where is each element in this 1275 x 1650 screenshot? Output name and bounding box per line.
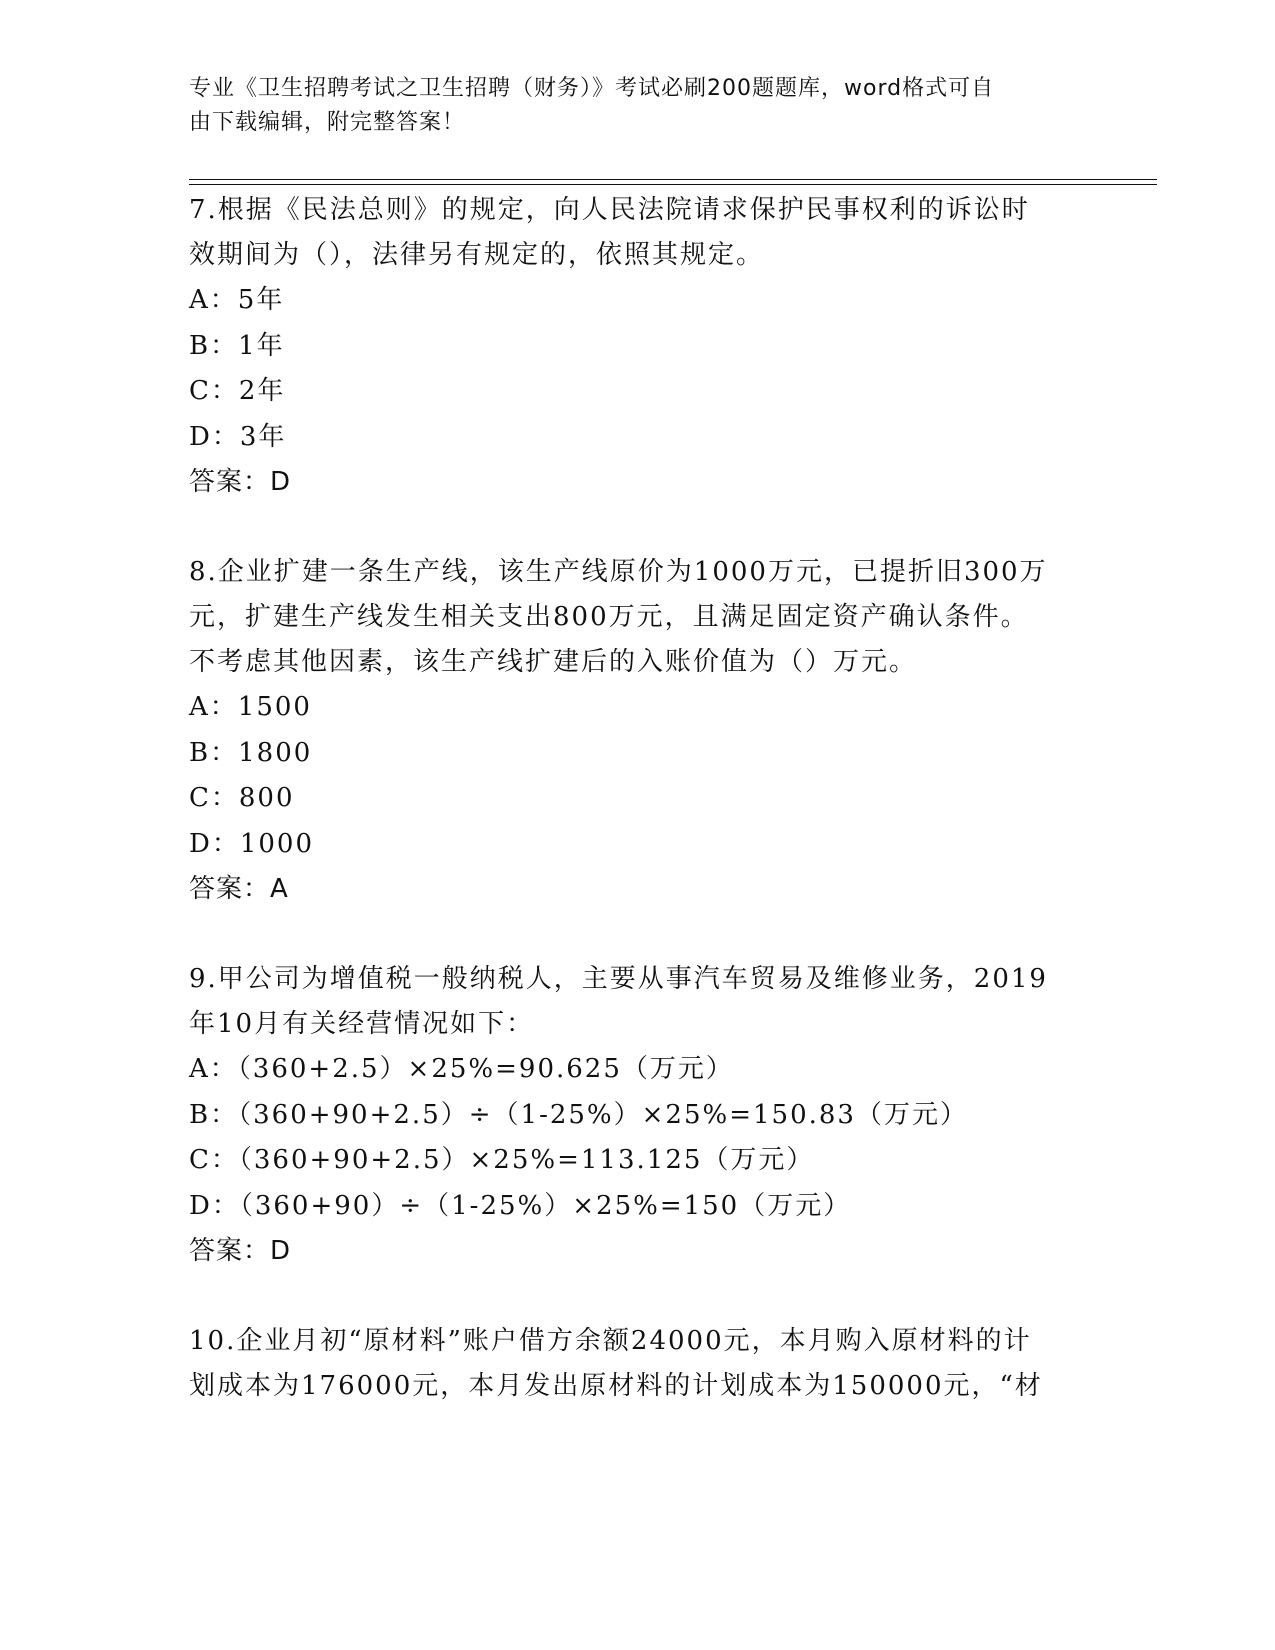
stem-line: 9.甲公司为增值税一般纳税人，主要从事汽车贸易及维修业务，2019 xyxy=(189,964,1048,994)
document-header xyxy=(189,72,1089,140)
option-d: D：1000 xyxy=(189,828,315,859)
stem-line: 元，扩建生产线发生相关支出800万元，且满足固定资产确认条件。 xyxy=(189,602,1029,632)
stem-line: 10.企业月初“原材料”账户借方余额24000元，本月购入原材料的计 xyxy=(189,1326,1032,1356)
stem-line: 7.根据《民法总则》的规定，向人民法院请求保护民事权利的诉讼时 xyxy=(189,195,1030,225)
option-d: D：3年 xyxy=(189,421,287,452)
option-b: B：（360+90+2.5）÷（1-25%）×25%=150.83（万元） xyxy=(189,1099,968,1130)
stem-line: 效期间为（），法律另有规定的，依照其规定。 xyxy=(189,240,765,270)
question-stem xyxy=(189,188,1089,278)
stem-line: 不考虑其他因素，该生产线扩建后的入账价值为（）万元。 xyxy=(189,647,918,677)
question-stem xyxy=(189,957,1089,1047)
question-8 xyxy=(189,550,1089,912)
question-list xyxy=(189,188,1089,1454)
answer: 答案：A xyxy=(189,874,289,904)
stem-line: 8.企业扩建一条生产线，该生产线原价为1000万元，已提折旧300万 xyxy=(189,557,1048,587)
option-c: C：（360+90+2.5）×25%=113.125（万元） xyxy=(189,1145,815,1175)
option-c: C：2年 xyxy=(189,376,286,406)
option-c: C：800 xyxy=(189,783,295,813)
option-b: B：1800 xyxy=(189,737,313,768)
stem-line: 年10月有关经营情况如下： xyxy=(189,1009,535,1039)
answer: 答案：D xyxy=(189,467,292,497)
header-line-2: 由下载编辑，附完整答案！ xyxy=(189,110,466,135)
question-10 xyxy=(189,1319,1089,1409)
option-a: A：（360+2.5）×25%=90.625（万元） xyxy=(189,1054,734,1084)
header-divider-top xyxy=(189,179,1157,180)
option-a: A：5年 xyxy=(189,285,285,315)
stem-line: 划成本为176000元，本月发出原材料的计划成本为150000元，“材 xyxy=(189,1371,1043,1401)
header-line-1: 专业《卫生招聘考试之卫生招聘（财务）》考试必刷200题题库，word格式可自 xyxy=(189,76,995,101)
question-7 xyxy=(189,188,1089,505)
option-b: B：1年 xyxy=(189,330,285,361)
question-9 xyxy=(189,957,1089,1274)
option-a: A：1500 xyxy=(189,692,312,722)
question-stem xyxy=(189,1319,1089,1409)
question-stem xyxy=(189,550,1089,685)
option-d: D：（360+90）÷（1-25%）×25%=150（万元） xyxy=(189,1190,852,1221)
header-divider-bottom xyxy=(189,184,1157,185)
answer: 答案：D xyxy=(189,1236,292,1266)
